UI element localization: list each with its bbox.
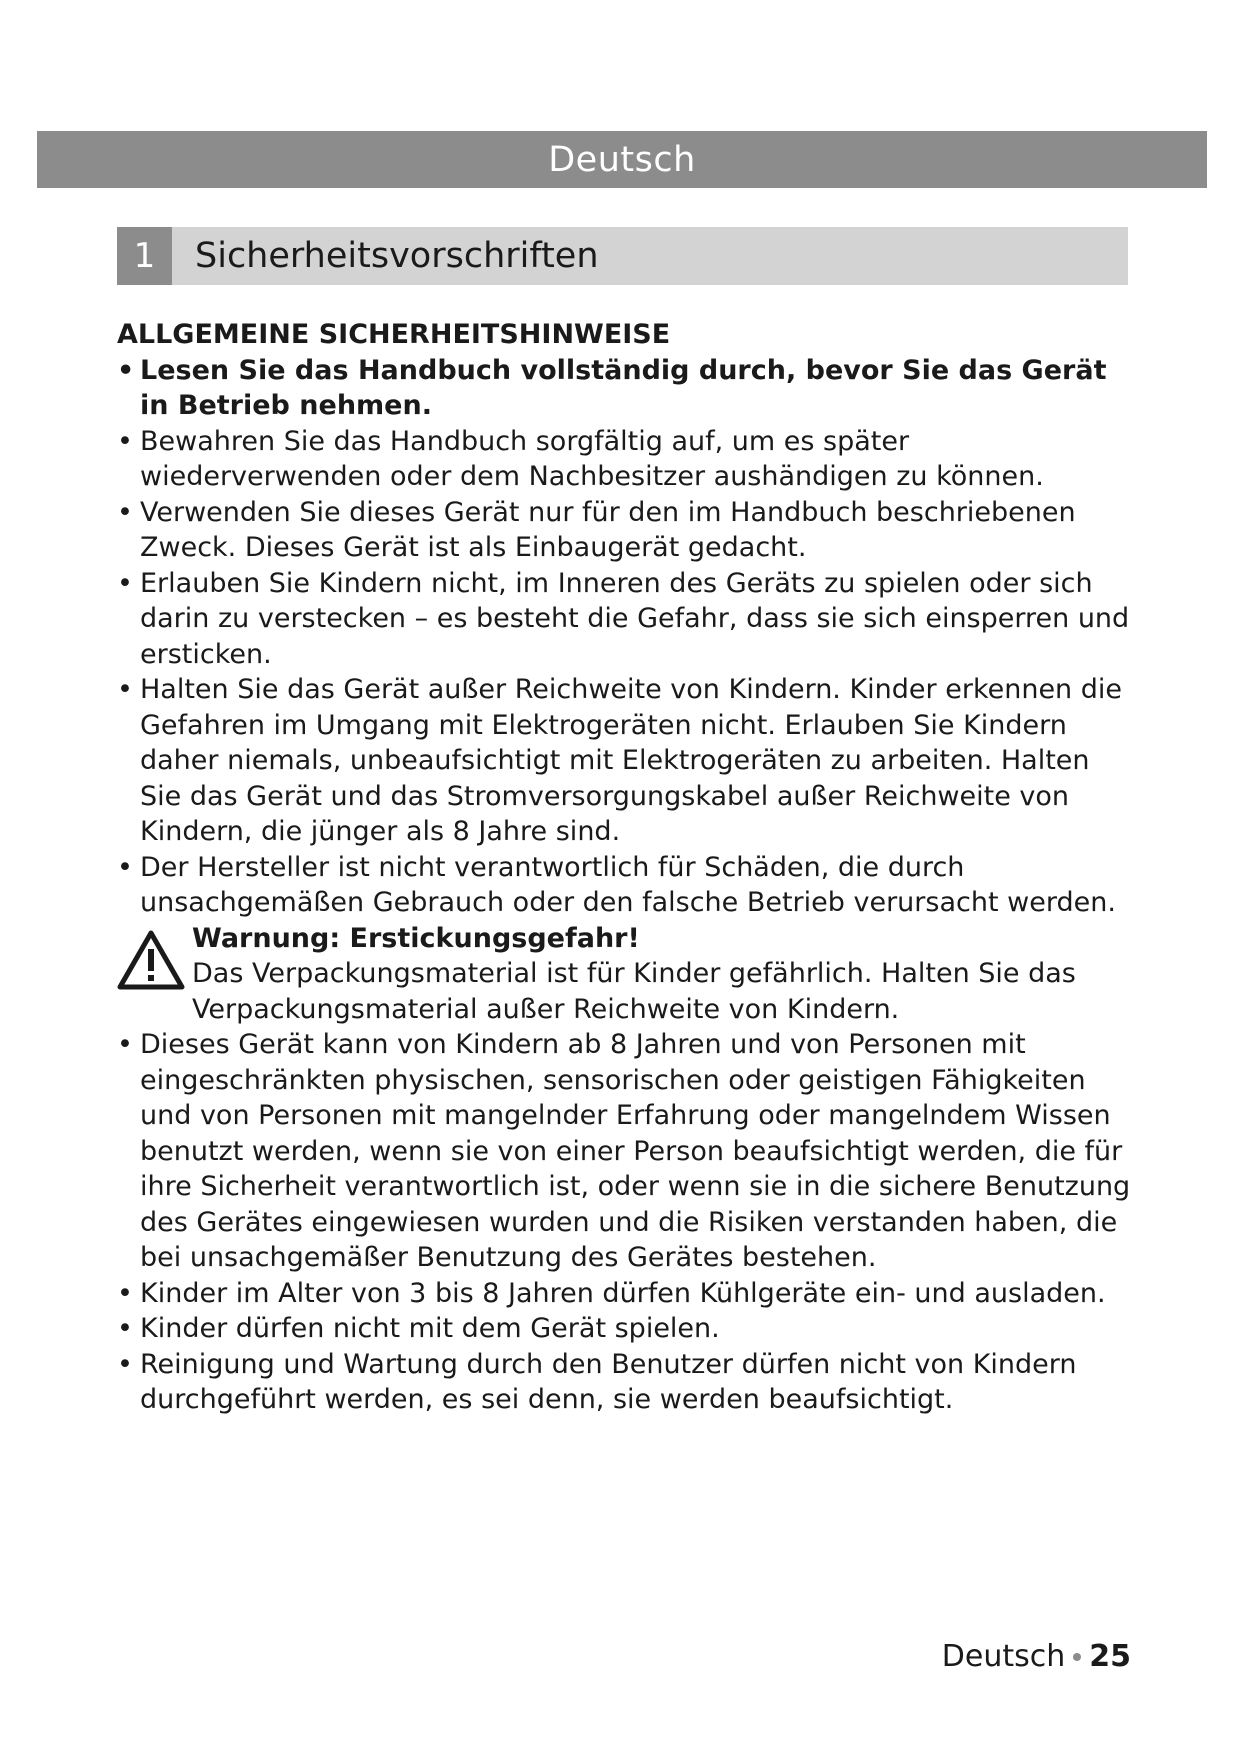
warning-text: Das Verpackungsmaterial ist für Kinder gefährlich. Halten Sie das Verpackungsmaterial außer Reichweite von Kindern.	[192, 958, 1076, 1025]
bullet-dot: •	[117, 851, 133, 883]
bullet-text: Dieses Gerät kann von Kindern ab 8 Jahren und von Personen mit eingeschränkten physischen, sensorischen oder geistigen Fähigkeiten und von Personen mit mangelnder Erfahrung oder mangelndem Wissen benutzt werden, wenn sie von einer Person beaufsichtigt werden, die für ihre Sicherheit verantwortlich ist, oder wenn sie in die sichere Benutzung des Gerätes eingewiesen wurden und die Risiken verstanden haben, die bei unsachgemäßer Benutzung des Gerätes bestehen.	[140, 1029, 1131, 1273]
section-number: 1	[117, 227, 172, 285]
page-footer	[942, 1639, 1131, 1674]
bullet-text: Verwenden Sie dieses Gerät nur für den im Handbuch beschriebenen Zweck. Dieses Gerät ist als Einbaugerät gedacht.	[140, 496, 1076, 563]
bullet-item	[117, 1027, 1137, 1276]
bullet-item	[117, 495, 1137, 566]
bullet-text: Kinder im Alter von 3 bis 8 Jahren dürfen Kühlgeräte ein- und ausladen.	[140, 1277, 1106, 1309]
bullet-text: Kinder dürfen nicht mit dem Gerät spielen.	[140, 1313, 720, 1344]
bullet-text: Der Hersteller ist nicht verantwortlich für Schäden, die durch unsachgemäßen Gebrauch oder den falsche Betrieb verursacht werden.	[140, 851, 1116, 918]
language-header-bar	[37, 131, 1207, 188]
footer-language: Deutsch	[941, 1639, 1066, 1674]
warning-box	[117, 921, 1137, 1028]
bullet-dot: •	[117, 496, 133, 528]
bullet-dot: •	[117, 1277, 133, 1309]
bullet-item	[117, 1347, 1137, 1418]
bullet-text: Lesen Sie das Handbuch vollständig durch, bevor Sie das Gerät in Betrieb nehmen.	[140, 354, 1107, 421]
bullet-item	[117, 566, 1137, 673]
bullet-item	[117, 1276, 1137, 1312]
bullet-item	[117, 424, 1137, 495]
page-number: 25	[1089, 1639, 1131, 1674]
bullet-item	[117, 353, 1137, 424]
bullet-text: Reinigung und Wartung durch den Benutzer dürfen nicht von Kindern durchgeführt werden, es sei denn, sie werden beaufsichtigt.	[140, 1348, 1077, 1415]
bullet-item	[117, 850, 1137, 921]
bullet-list-a	[117, 353, 1137, 921]
bullet-dot: •	[117, 1029, 133, 1060]
section-heading	[117, 227, 1128, 285]
bullet-dot: •	[117, 354, 135, 386]
general-safety-heading: ALLGEMEINE SICHERHEITSHINWEISE	[117, 319, 671, 350]
warning-title: Warnung: Erstickungsgefahr!	[192, 922, 640, 954]
bullet-item	[117, 1311, 1137, 1347]
warning-triangle-icon	[117, 929, 185, 991]
bullet-item	[117, 672, 1137, 850]
bullet-dot: •	[117, 1313, 133, 1344]
bullet-dot: •	[117, 1348, 133, 1380]
bullet-text: Erlauben Sie Kindern nicht, im Inneren des Geräts zu spielen oder sich darin zu verstecken – es besteht die Gefahr, dass sie sich einsperren und ersticken.	[140, 567, 1130, 670]
bullet-list-b	[117, 1027, 1137, 1418]
section-title: Sicherheitsvorschriften	[172, 227, 1128, 285]
bullet-text: Halten Sie das Gerät außer Reichweite von Kindern. Kinder erkennen die Gefahren im Umgang mit Elektrogeräten nicht. Erlauben Sie Kindern daher niemals, unbeaufsichtigt mit Elektrogeräten zu arbeiten. Halten Sie das Gerät und das Stromversorgungskabel außer Reichweite von Kindern, die jünger als 8 Jahre sind.	[140, 674, 1123, 847]
footer-separator-dot	[1073, 1653, 1081, 1661]
language-header-label: Deutsch	[548, 139, 696, 180]
bullet-dot: •	[117, 425, 133, 457]
main-content	[117, 317, 1137, 1418]
bullet-dot: •	[117, 674, 133, 705]
bullet-text: Bewahren Sie das Handbuch sorgfältig auf, um es später wiederverwenden oder dem Nachbesitzer aushändigen zu können.	[140, 425, 1044, 492]
bullet-dot: •	[117, 567, 133, 599]
